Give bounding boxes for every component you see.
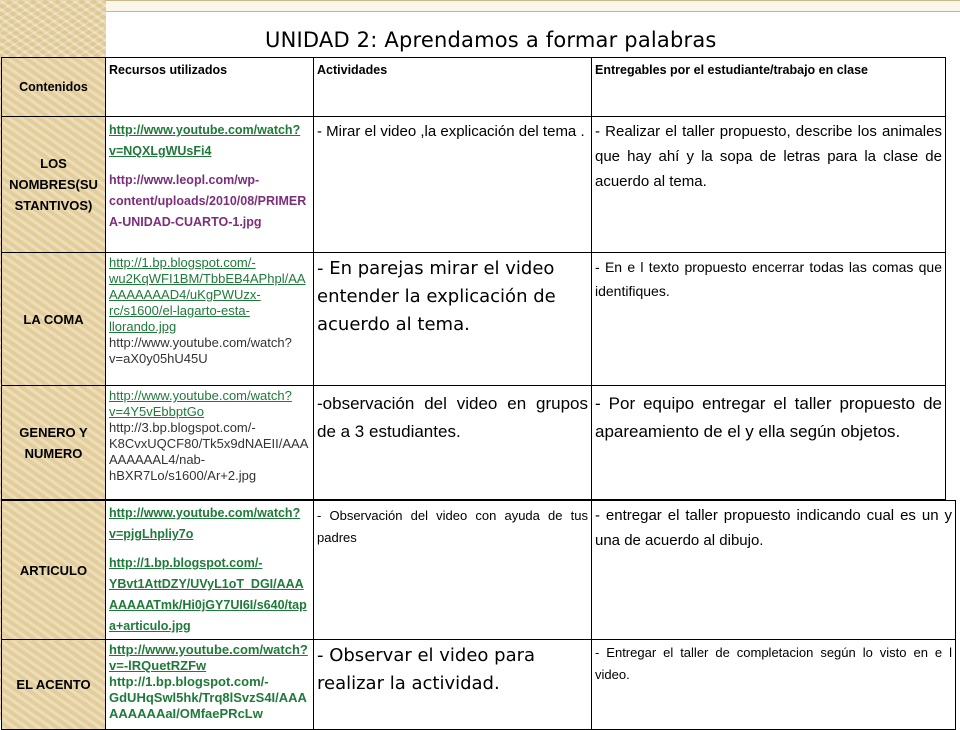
table-row (2, 386, 946, 500)
row-actividad: - Mirar el video ,la explicación del tema . (314, 117, 592, 253)
row-recursos (106, 117, 314, 253)
resource-link[interactable]: http://3.bp.blogspot.com/-K8CvxUQCF80/Tk5x9dNAEII/AAAAAAAAAL4/nab-hBXR7Lo/s1600/Ar+2.jpg (109, 420, 309, 483)
row-entregable: - Realizar el taller propuesto, describe los animales que hay ahí y la sopa de letras para la clase de acuerdo al tema. (592, 117, 946, 253)
table-row (2, 253, 946, 386)
header-recursos: Recursos utilizados (106, 58, 314, 117)
row-entregable: - entregar el taller propuesto indicando cual es un y una de acuerdo al dibujo. (592, 501, 956, 640)
header-row (2, 58, 946, 117)
header-actividades: Actividades (314, 58, 592, 117)
content-table-upper (1, 57, 946, 500)
row-contenido: LA COMA (2, 253, 106, 386)
table-row (2, 117, 946, 253)
header-entregables: Entregables por el estudiante/trabajo en clase (592, 58, 946, 117)
table-row (2, 640, 956, 730)
row-contenido: EL ACENTO (2, 640, 106, 730)
row-actividad: - En parejas mirar el video entender la explicación de acuerdo al tema. (314, 253, 592, 386)
resource-link[interactable]: http://www.leopl.com/wp-content/uploads/2010/08/PRIMERA-UNIDAD-CUARTO-1.jpg (109, 173, 307, 229)
row-recursos (106, 253, 314, 386)
row-recursos (106, 501, 314, 640)
resource-link[interactable]: http://1.bp.blogspot.com/-GdUHqSwl5hk/Trq8lSvzS4I/AAAAAAAAAaI/OMfaePRcLw (109, 674, 307, 721)
page-title: UNIDAD 2: Aprendamos a formar palabras (265, 28, 717, 52)
row-actividad: - Observar el video para realizar la actividad. (314, 640, 592, 730)
row-recursos (106, 386, 314, 500)
resource-link[interactable]: http://www.youtube.com/watch?v=4Y5vEbbptGo (109, 388, 292, 419)
top-stripe-decoration (106, 0, 960, 12)
resource-link[interactable]: http://www.youtube.com/watch?v=NQXLgWUsFi4 (109, 123, 301, 158)
resource-link[interactable]: http://1.bp.blogspot.com/-YBvt1AttDZY/UVyL1oT_DGI/AAAAAAAATmk/Hi0jGY7UI6I/s640/tapa+articulo.jpg (109, 556, 307, 633)
content-table-lower (1, 500, 956, 730)
header-contenidos: Contenidos (2, 58, 106, 117)
resource-link[interactable]: http://1.bp.blogspot.com/-wu2KqWFI1BM/TbbEB4APhpl/AAAAAAAAAD4/uKgPWUzx-rc/s1600/el-lagarto-esta-llorando.jpg (109, 255, 306, 334)
table-row (2, 501, 956, 640)
row-entregable: - Entregar el taller de completacion según lo visto en e l video. (592, 640, 956, 730)
row-actividad: - Observación del video con ayuda de tus padres (314, 501, 592, 640)
resource-link[interactable]: http://www.youtube.com/watch?v=aX0y05hU45U (109, 335, 292, 366)
resource-link[interactable]: http://www.youtube.com/watch?v=-lRQuetRZFw (109, 642, 308, 673)
row-contenido: ARTICULO (2, 501, 106, 640)
row-contenido: GENERO Y NUMERO (2, 386, 106, 500)
row-entregable: - Por equipo entregar el taller propuesto de apareamiento de el y ella según objetos. (592, 386, 946, 500)
row-recursos (106, 640, 314, 730)
row-entregable: - En e l texto propuesto encerrar todas las comas que identifiques. (592, 253, 946, 386)
resource-link[interactable]: http://www.youtube.com/watch?v=pjgLhpliy7o (109, 506, 301, 541)
row-actividad: -observación del video en grupos de a 3 estudiantes. (314, 386, 592, 500)
row-contenido: LOS NOMBRES(SUSTANTIVOS) (2, 117, 106, 253)
